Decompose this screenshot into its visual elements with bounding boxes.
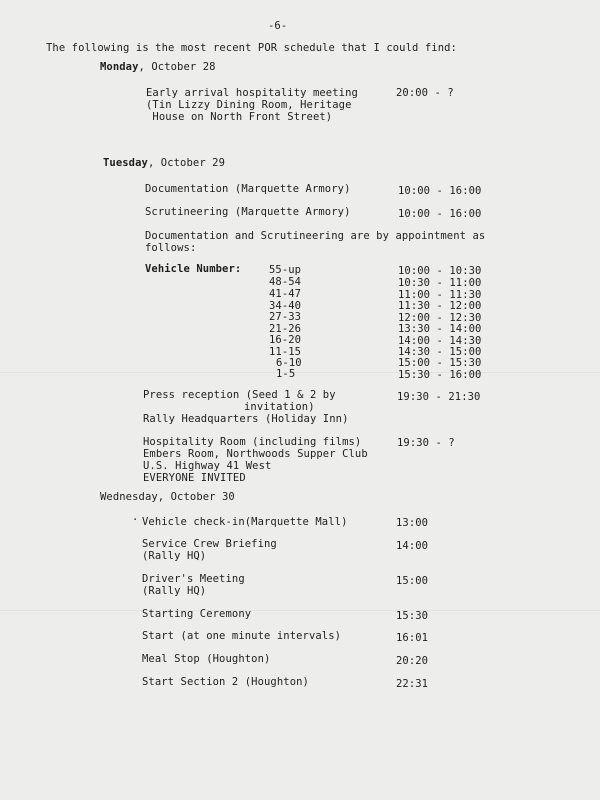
press-reception-line: Press reception (Seed 1 & 2 by <box>143 389 336 401</box>
monday-heading <box>100 61 216 73</box>
event-desc: Meal Stop (Houghton) <box>142 653 271 665</box>
vehicle-time: 12:00 - 12:30 <box>398 312 482 324</box>
vehicle-range: 55-up <box>269 264 302 276</box>
event-time: 20:00 - ? <box>396 87 454 99</box>
vehicle-range: 16-20 <box>269 334 302 346</box>
event-desc-line: Early arrival hospitality meeting <box>146 87 358 99</box>
show-through-line <box>0 610 600 611</box>
event-desc: (Rally HQ) <box>142 585 207 597</box>
event-time: 20:20 <box>396 655 429 667</box>
event-time: 10:00 - 16:00 <box>398 208 482 220</box>
vehicle-range: 11-15 <box>269 346 302 358</box>
vehicle-time: 11:30 - 12:00 <box>398 300 482 312</box>
event-time: 14:00 <box>396 540 429 552</box>
event-desc: (Rally HQ) <box>142 550 207 562</box>
appointment-note-line: follows: <box>145 242 197 254</box>
event-time: 13:00 <box>396 517 429 529</box>
event-time: 16:01 <box>396 632 429 644</box>
bullet-mark: · <box>132 514 139 526</box>
vehicle-time: 13:30 - 14:00 <box>398 323 482 335</box>
event-desc-line: (Tin Lizzy Dining Room, Heritage <box>146 99 352 111</box>
vehicle-time: 11:00 - 11:30 <box>398 289 482 301</box>
event-time: 22:31 <box>396 678 429 690</box>
intro-text: The following is the most recent POR schedule that I could find: <box>46 42 457 54</box>
vehicle-range: 34-40 <box>269 300 302 312</box>
tuesday-day: Tuesday <box>103 157 148 169</box>
event-desc: Start Section 2 (Houghton) <box>142 676 309 688</box>
event-desc: Service Crew Briefing <box>142 538 277 550</box>
vehicle-range: 48-54 <box>269 276 302 288</box>
vehicle-range: 27-33 <box>269 311 302 323</box>
vehicle-time: 15:00 - 15:30 <box>398 357 482 369</box>
tuesday-date: , October 29 <box>147 157 226 169</box>
vehicle-time: 14:00 - 14:30 <box>398 335 482 347</box>
vehicle-range: 1-5 <box>276 368 296 380</box>
hospitality-line: Embers Room, Northwoods Supper Club <box>143 448 368 460</box>
monday-day: Monday <box>100 61 139 73</box>
event-desc: Start (at one minute intervals) <box>142 630 342 642</box>
event-desc-line: House on North Front Street) <box>146 111 333 123</box>
event-time: 15:00 <box>396 575 429 587</box>
event-desc: Starting Ceremony <box>142 608 252 620</box>
press-reception-line: invitation) <box>244 401 315 413</box>
vehicle-range: 21-26 <box>269 323 302 335</box>
hospitality-line: EVERYONE INVITED <box>143 472 246 484</box>
event-desc: Vehicle check-in(Marquette Mall) <box>142 516 348 528</box>
press-reception-line: Rally Headquarters (Holiday Inn) <box>143 413 349 425</box>
press-reception-time: 19:30 - 21:30 <box>397 391 481 403</box>
vehicle-number-label: Vehicle Number: <box>145 263 242 275</box>
monday-date: , October 28 <box>138 61 216 73</box>
event-time: 15:30 <box>396 610 429 622</box>
vehicle-time: 10:30 - 11:00 <box>398 277 482 289</box>
hospitality-line: Hospitality Room (including films) <box>143 436 362 448</box>
appointment-note-line: Documentation and Scrutineering are by appointment as <box>145 230 486 242</box>
tuesday-heading <box>103 157 225 169</box>
hospitality-line: U.S. Highway 41 West <box>143 460 272 472</box>
wednesday-heading <box>100 491 235 503</box>
event-desc: Driver's Meeting <box>142 573 245 585</box>
hospitality-time: 19:30 - ? <box>397 437 455 449</box>
vehicle-range: 6-10 <box>276 357 302 369</box>
vehicle-time: 10:00 - 10:30 <box>398 265 482 277</box>
page-number: -6- <box>268 20 288 32</box>
wednesday-date: , October 30 <box>157 491 235 503</box>
vehicle-range: 41-47 <box>269 288 302 300</box>
vehicle-time: 14:30 - 15:00 <box>398 346 482 358</box>
vehicle-time: 15:30 - 16:00 <box>398 369 482 381</box>
event-desc: Scrutineering (Marquette Armory) <box>145 206 351 218</box>
event-time: 10:00 - 16:00 <box>398 185 482 197</box>
show-through-line <box>0 372 600 373</box>
wednesday-day: Wednesday <box>100 491 158 503</box>
event-desc: Documentation (Marquette Armory) <box>145 183 351 195</box>
